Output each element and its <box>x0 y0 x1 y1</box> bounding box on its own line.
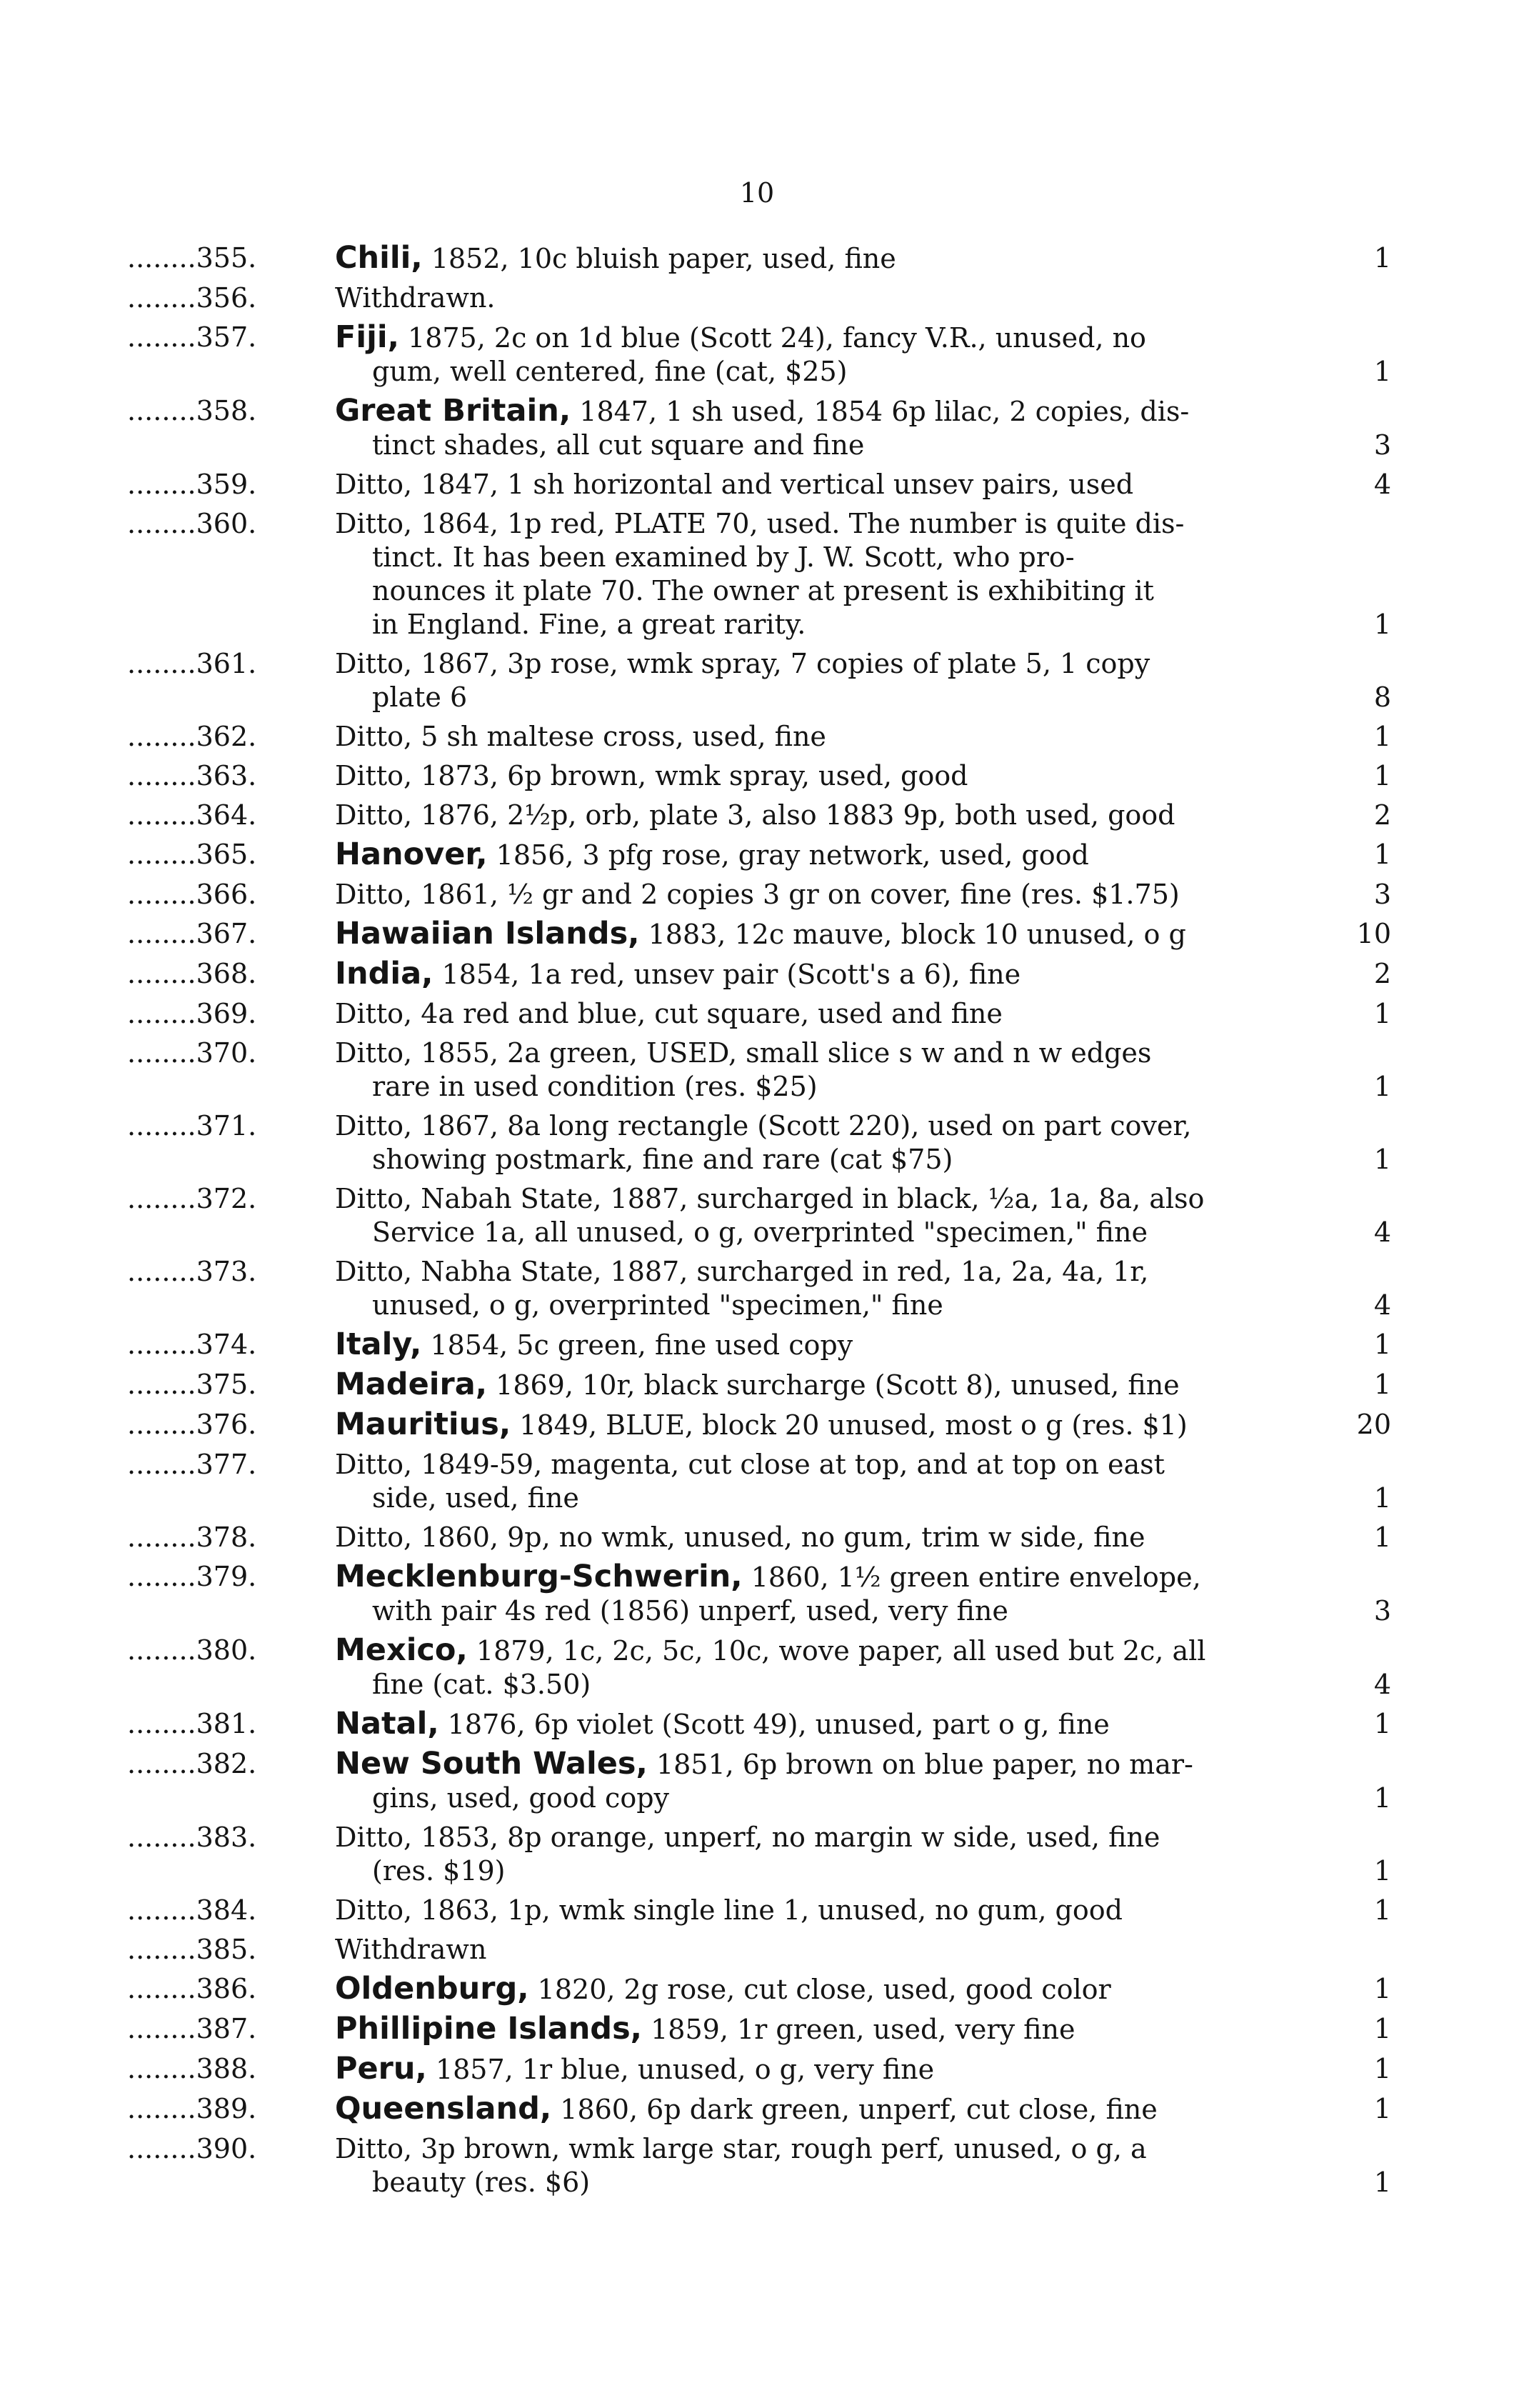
lot-quantity: 3 <box>1373 1595 1391 1627</box>
lot-first-line <box>127 394 1391 429</box>
lot-description <box>372 1070 1334 1104</box>
page-number: 10 <box>739 177 775 209</box>
lot-description <box>335 281 1334 315</box>
lot-first-line <box>127 647 1391 681</box>
lot-first-line <box>127 1036 1391 1070</box>
lot-description-text: showing postmark, fine and rare (cat $75) <box>372 1144 953 1175</box>
lot-first-line <box>127 1972 1391 2007</box>
lot-quantity: 3 <box>1373 879 1391 910</box>
lot-number: ........390. <box>127 2133 257 2164</box>
lot-description-text: (res. $19) <box>372 1855 506 1887</box>
lot-quantity: 10 <box>1356 918 1391 949</box>
lot-number: ........373. <box>127 1256 257 1287</box>
lot-continuation-line <box>127 1070 1391 1104</box>
lot-description <box>335 720 1334 754</box>
lot-first-line <box>127 2012 1391 2047</box>
lot-continuation-line <box>127 1216 1391 1249</box>
lot-description-text: Ditto, 1847, 1 sh horizontal and vertical unsev pairs, used <box>335 469 1134 500</box>
lot-entry <box>127 1894 1391 1927</box>
lot-number: ........367. <box>127 918 257 949</box>
lot-first-line <box>127 720 1391 754</box>
lot-number: ........358. <box>127 395 257 426</box>
lot-entry <box>127 394 1391 462</box>
lot-description <box>372 355 1334 389</box>
lot-first-line <box>127 468 1391 501</box>
lot-description-text: Service 1a, all unused, o g, overprinted "specimen," fine <box>372 1217 1148 1248</box>
lot-quantity: 1 <box>1373 2093 1391 2124</box>
lot-description-text: Ditto, 1876, 2½p, orb, plate 3, also 1883 9p, both used, good <box>335 799 1175 831</box>
lot-description <box>335 917 1334 951</box>
lot-description-text: 1869, 10r, black surcharge (Scott 8), unused, fine <box>496 1369 1180 1401</box>
lot-quantity: 3 <box>1373 429 1391 461</box>
lot-first-line <box>127 1328 1391 1362</box>
lot-first-line <box>127 997 1391 1031</box>
lot-quantity: 1 <box>1373 609 1391 640</box>
lot-entry <box>127 1521 1391 1554</box>
lot-first-line <box>127 241 1391 276</box>
lot-continuation-line <box>127 1143 1391 1176</box>
lot-description-text: Ditto, 1873, 6p brown, wmk spray, used, good <box>335 760 968 791</box>
lot-description <box>335 1560 1391 1594</box>
lot-entry <box>127 1933 1391 1967</box>
lot-quantity: 1 <box>1373 1329 1391 1360</box>
lot-description <box>372 1289 1334 1322</box>
lot-number: ........386. <box>127 1973 257 2004</box>
lot-number: ........359. <box>127 469 257 500</box>
lot-entry <box>127 838 1391 872</box>
lot-entry <box>127 1972 1391 2007</box>
lot-description <box>372 1668 1334 1702</box>
lot-description-text: 1854, 1a red, unsev pair (Scott's a 6), fine <box>441 959 1021 990</box>
lot-quantity: 1 <box>1373 242 1391 274</box>
lot-number: ........383. <box>127 1822 257 1853</box>
lot-description-text: Ditto, 1849-59, magenta, cut close at top, and at top on east <box>335 1449 1165 1480</box>
lot-description-text: Ditto, 1864, 1p red, PLATE 70, used. The number is quite dis- <box>335 508 1185 539</box>
lot-description <box>372 1482 1334 1515</box>
lot-description-text: side, used, fine <box>372 1482 579 1514</box>
lot-number: ........375. <box>127 1369 257 1400</box>
country-name: Phillipine Islands, <box>335 2011 643 2047</box>
lot-description <box>372 1782 1334 1815</box>
lot-entry <box>127 997 1391 1031</box>
lot-first-line <box>127 2052 1391 2087</box>
lot-entry <box>127 799 1391 832</box>
lot-first-line <box>127 838 1391 872</box>
lot-description-text: unused, o g, overprinted "specimen," fine <box>372 1289 943 1321</box>
lot-description <box>335 1328 1334 1362</box>
country-name: Mexico, <box>335 1632 468 1668</box>
lot-description-text: 1859, 1r green, used, very fine <box>651 2014 1076 2045</box>
lot-quantity: 1 <box>1373 1071 1391 1102</box>
lot-description-text: tinct shades, all cut square and fine <box>372 429 865 461</box>
lot-first-line <box>127 1521 1391 1554</box>
country-name: Mauritius, <box>335 1407 511 1442</box>
lot-description-text: 1875, 2c on 1d blue (Scott 24), fancy V.R., unused, no <box>408 322 1146 354</box>
lot-entry <box>127 468 1391 501</box>
lot-quantity: 8 <box>1373 681 1391 713</box>
lot-entry <box>127 1328 1391 1362</box>
lot-entry <box>127 1634 1391 1702</box>
lot-description-text: Withdrawn. <box>335 282 496 314</box>
lot-first-line <box>127 1707 1391 1742</box>
lot-description-text: Ditto, 1860, 9p, no wmk, unused, no gum, trim w side, fine <box>335 1522 1145 1553</box>
lot-continuation-line <box>127 1289 1391 1322</box>
lot-description <box>335 1707 1334 1742</box>
lot-continuation-line <box>127 429 1391 462</box>
country-name: Queensland, <box>335 2091 552 2127</box>
lot-quantity: 4 <box>1373 1289 1391 1321</box>
lot-continuation-line <box>127 1668 1391 1702</box>
lot-description-text: 1847, 1 sh used, 1854 6p lilac, 2 copies, dis- <box>579 396 1190 427</box>
lot-description <box>335 2012 1334 2047</box>
country-name: Peru, <box>335 2051 427 2087</box>
lot-quantity: 1 <box>1373 760 1391 791</box>
lot-number: ........363. <box>127 760 257 791</box>
lot-entry <box>127 507 1391 641</box>
lot-description <box>372 429 1334 462</box>
lot-quantity: 1 <box>1373 998 1391 1029</box>
lot-number: ........387. <box>127 2013 257 2044</box>
lot-number: ........385. <box>127 1934 257 1965</box>
lot-number: ........379. <box>127 1561 257 1592</box>
lot-description <box>335 2052 1334 2087</box>
lot-description-text: 1860, 6p dark green, unperf, cut close, fine <box>560 2094 1158 2125</box>
lot-number: ........355. <box>127 242 257 274</box>
lot-quantity: 2 <box>1373 958 1391 989</box>
lot-description <box>372 681 1334 714</box>
lot-quantity: 4 <box>1373 1669 1391 1700</box>
lot-entry <box>127 1560 1391 1628</box>
lot-description-text: 1820, 2g rose, cut close, used, good color <box>537 1974 1111 2005</box>
lot-first-line <box>127 281 1391 315</box>
lot-description-text: 1849, BLUE, block 20 unused, most o g (res. $1) <box>519 1409 1188 1441</box>
lot-description <box>335 468 1334 501</box>
lot-description-text: Ditto, 1863, 1p, wmk single line 1, unused, no gum, good <box>335 1894 1123 1926</box>
lot-quantity: 1 <box>1373 721 1391 752</box>
lot-entry <box>127 2012 1391 2047</box>
lot-entry <box>127 2092 1391 2127</box>
lot-continuation-line <box>127 1594 1391 1628</box>
lot-description <box>335 2132 1391 2166</box>
lot-entry <box>127 1255 1391 1322</box>
lot-first-line <box>127 1408 1391 1442</box>
lot-description <box>335 1521 1334 1554</box>
lot-first-line <box>127 957 1391 991</box>
lot-first-line <box>127 1109 1391 1143</box>
lot-quantity: 1 <box>1373 1369 1391 1400</box>
lot-description-text: Ditto, 3p brown, wmk large star, rough perf, unused, o g, a <box>335 2133 1147 2164</box>
lot-continuation-line <box>127 608 1391 641</box>
lot-first-line <box>127 1182 1391 1216</box>
country-name: India, <box>335 956 433 991</box>
lot-description <box>335 1182 1391 1216</box>
lot-description <box>335 799 1334 832</box>
lot-description-text: rare in used condition (res. $25) <box>372 1071 818 1102</box>
lot-quantity: 1 <box>1373 839 1391 870</box>
lot-description <box>335 241 1334 276</box>
lot-description-text: plate 6 <box>372 681 468 713</box>
lot-description-text: tinct. It has been examined by J. W. Scott, who pro- <box>372 541 1075 573</box>
lot-description <box>335 1933 1334 1967</box>
lot-description-text: beauty (res. $6) <box>372 2167 591 2198</box>
lot-description-text: 1851, 6p brown on blue paper, no mar- <box>656 1749 1193 1780</box>
lot-number: ........357. <box>127 321 257 353</box>
lot-quantity: 1 <box>1373 1894 1391 1926</box>
lot-description <box>372 1854 1334 1888</box>
lot-description-text: 1860, 1½ green entire envelope, <box>751 1562 1201 1593</box>
lot-number: ........380. <box>127 1634 257 1666</box>
country-name: Natal, <box>335 1706 439 1742</box>
lot-description-text: nounces it plate 70. The owner at present is exhibiting it <box>372 575 1154 606</box>
lot-quantity: 4 <box>1373 1217 1391 1248</box>
country-name: Hanover, <box>335 836 488 872</box>
lot-entry <box>127 759 1391 793</box>
lot-number: ........372. <box>127 1183 257 1214</box>
lot-continuation-line <box>127 1854 1391 1888</box>
lot-description-text: 1857, 1r blue, unused, o g, very fine <box>435 2054 935 2085</box>
country-name: New South Wales, <box>335 1746 648 1782</box>
lot-description <box>372 574 1391 608</box>
lot-description <box>335 759 1334 793</box>
lot-number: ........370. <box>127 1037 257 1069</box>
lot-continuation-line <box>127 574 1391 608</box>
lot-description-text: Ditto, 4a red and blue, cut square, used and fine <box>335 998 1003 1029</box>
lot-description-text: Ditto, 1855, 2a green, USED, small slice s w and n w edges <box>335 1037 1152 1069</box>
lot-first-line <box>127 1448 1391 1482</box>
lot-first-line <box>127 1255 1391 1289</box>
lot-number: ........382. <box>127 1748 257 1779</box>
lot-entry <box>127 1182 1391 1249</box>
lot-quantity: 1 <box>1373 2167 1391 2198</box>
lot-description <box>335 878 1334 911</box>
lot-entry <box>127 1408 1391 1442</box>
lot-entry <box>127 1368 1391 1402</box>
lot-quantity: 1 <box>1373 1855 1391 1887</box>
lot-entry <box>127 647 1391 714</box>
lot-first-line <box>127 2092 1391 2127</box>
lot-number: ........377. <box>127 1449 257 1480</box>
lot-description <box>335 1448 1391 1482</box>
lot-entry <box>127 1036 1391 1104</box>
lot-number: ........356. <box>127 282 257 314</box>
lot-continuation-line <box>127 681 1391 714</box>
lot-continuation-line <box>127 1782 1391 1815</box>
lot-description <box>372 1216 1334 1249</box>
lot-quantity: 1 <box>1373 356 1391 387</box>
lot-number: ........378. <box>127 1522 257 1553</box>
lot-first-line <box>127 1368 1391 1402</box>
lot-first-line <box>127 1933 1391 1967</box>
lot-first-line <box>127 2132 1391 2166</box>
lot-entry <box>127 917 1391 951</box>
lot-first-line <box>127 1747 1391 1782</box>
lot-description <box>335 1747 1391 1782</box>
lot-entry <box>127 878 1391 911</box>
lot-quantity: 1 <box>1373 1973 1391 2004</box>
lot-quantity: 1 <box>1373 1708 1391 1739</box>
lot-description-text: with pair 4s red (1856) unperf, used, very fine <box>372 1595 1008 1627</box>
lot-description <box>372 2166 1334 2199</box>
lot-description <box>372 608 1334 641</box>
lot-entry <box>127 2132 1391 2199</box>
lot-quantity: 1 <box>1373 1522 1391 1553</box>
lot-description-text: Withdrawn <box>335 1934 487 1965</box>
lot-entry <box>127 1747 1391 1815</box>
lot-first-line <box>127 321 1391 355</box>
lot-description-text: 1883, 12c mauve, block 10 unused, o g <box>648 919 1186 950</box>
lot-description <box>335 957 1334 991</box>
lot-first-line <box>127 799 1391 832</box>
lot-first-line <box>127 1560 1391 1594</box>
lot-description <box>372 1594 1334 1628</box>
country-name: Fiji, <box>335 319 399 355</box>
lot-quantity: 2 <box>1373 799 1391 831</box>
lot-number: ........388. <box>127 2053 257 2084</box>
lot-entry <box>127 241 1391 276</box>
lot-description <box>372 541 1391 574</box>
lot-description-text: Ditto, 1861, ½ gr and 2 copies 3 gr on cover, fine (res. $1.75) <box>335 879 1180 910</box>
lot-first-line <box>127 1634 1391 1668</box>
lot-quantity: 1 <box>1373 2053 1391 2084</box>
country-name: Hawaiian Islands, <box>335 916 640 951</box>
lot-number: ........384. <box>127 1894 257 1926</box>
country-name: Chili, <box>335 240 423 276</box>
lot-continuation-line <box>127 541 1391 574</box>
lot-entry <box>127 957 1391 991</box>
lot-entry <box>127 1109 1391 1176</box>
lot-description <box>335 1255 1391 1289</box>
lot-description-text: 1854, 5c green, fine used copy <box>430 1329 853 1361</box>
lot-description-text: in England. Fine, a great rarity. <box>372 609 806 640</box>
country-name: Oldenburg, <box>335 1971 529 2007</box>
lot-description-text: 1879, 1c, 2c, 5c, 10c, wove paper, all used but 2c, all <box>476 1635 1206 1667</box>
lot-description-text: 1856, 3 pfg rose, gray network, used, good <box>496 839 1089 871</box>
lot-entry <box>127 281 1391 315</box>
lot-description <box>335 1972 1334 2007</box>
lot-description <box>335 1634 1391 1668</box>
country-name: Great Britain, <box>335 393 571 429</box>
lot-description-text: fine (cat. $3.50) <box>372 1669 591 1700</box>
country-name: Mecklenburg-Schwerin, <box>335 1559 743 1594</box>
lot-description-text: Ditto, 1853, 8p orange, unperf, no margin w side, used, fine <box>335 1822 1160 1853</box>
lot-entry <box>127 720 1391 754</box>
lot-continuation-line <box>127 1482 1391 1515</box>
lot-quantity: 4 <box>1373 469 1391 500</box>
lot-description <box>372 1143 1334 1176</box>
lot-entry <box>127 321 1391 389</box>
lot-number: ........371. <box>127 1110 257 1141</box>
lot-description-text: 1876, 6p violet (Scott 49), unused, part o g, fine <box>447 1709 1110 1740</box>
lot-first-line <box>127 507 1391 541</box>
lot-description <box>335 1894 1334 1927</box>
lot-quantity: 1 <box>1373 1482 1391 1514</box>
lot-number: ........366. <box>127 879 257 910</box>
lot-description-text: Ditto, 1867, 3p rose, wmk spray, 7 copies of plate 5, 1 copy <box>335 648 1150 679</box>
lot-number: ........381. <box>127 1708 257 1739</box>
lot-quantity: 1 <box>1373 2013 1391 2044</box>
lot-number: ........376. <box>127 1409 257 1440</box>
lot-description <box>335 1036 1391 1070</box>
lot-number: ........368. <box>127 958 257 989</box>
lot-first-line <box>127 878 1391 911</box>
lot-list <box>127 241 1391 2205</box>
country-name: Madeira, <box>335 1367 488 1402</box>
lot-number: ........374. <box>127 1329 257 1360</box>
lot-first-line <box>127 917 1391 951</box>
lot-number: ........360. <box>127 508 257 539</box>
lot-description <box>335 1109 1391 1143</box>
lot-quantity: 1 <box>1373 1144 1391 1175</box>
lot-description-text: 1852, 10c bluish paper, used, fine <box>431 243 896 274</box>
lot-description <box>335 1821 1391 1854</box>
lot-first-line <box>127 759 1391 793</box>
lot-entry <box>127 1707 1391 1742</box>
lot-description <box>335 321 1391 355</box>
lot-description-text: gins, used, good copy <box>372 1782 669 1814</box>
lot-first-line <box>127 1821 1391 1854</box>
lot-entry <box>127 1821 1391 1888</box>
lot-description <box>335 507 1391 541</box>
lot-description-text: Ditto, Nabha State, 1887, surcharged in red, 1a, 2a, 4a, 1r, <box>335 1256 1149 1287</box>
lot-description <box>335 1368 1334 1402</box>
lot-description <box>335 997 1334 1031</box>
lot-description <box>335 1408 1334 1442</box>
lot-description-text: Ditto, 1867, 8a long rectangle (Scott 220), used on part cover, <box>335 1110 1192 1141</box>
country-name: Italy, <box>335 1327 422 1362</box>
lot-description <box>335 394 1391 429</box>
lot-first-line <box>127 1894 1391 1927</box>
lot-description <box>335 2092 1334 2127</box>
lot-description <box>335 647 1391 681</box>
lot-description-text: Ditto, 5 sh maltese cross, used, fine <box>335 721 826 752</box>
lot-number: ........362. <box>127 721 257 752</box>
lot-description-text: Ditto, Nabah State, 1887, surcharged in black, ½a, 1a, 8a, also <box>335 1183 1205 1214</box>
lot-quantity: 1 <box>1373 1782 1391 1814</box>
lot-number: ........369. <box>127 998 257 1029</box>
lot-description <box>335 838 1334 872</box>
lot-continuation-line <box>127 2166 1391 2199</box>
lot-number: ........361. <box>127 648 257 679</box>
lot-quantity: 20 <box>1356 1409 1391 1440</box>
lot-description-text: gum, well centered, fine (cat, $25) <box>372 356 848 387</box>
lot-number: ........365. <box>127 839 257 870</box>
lot-number: ........364. <box>127 799 257 831</box>
lot-entry <box>127 1448 1391 1515</box>
lot-continuation-line <box>127 355 1391 389</box>
lot-number: ........389. <box>127 2093 257 2124</box>
lot-entry <box>127 2052 1391 2087</box>
